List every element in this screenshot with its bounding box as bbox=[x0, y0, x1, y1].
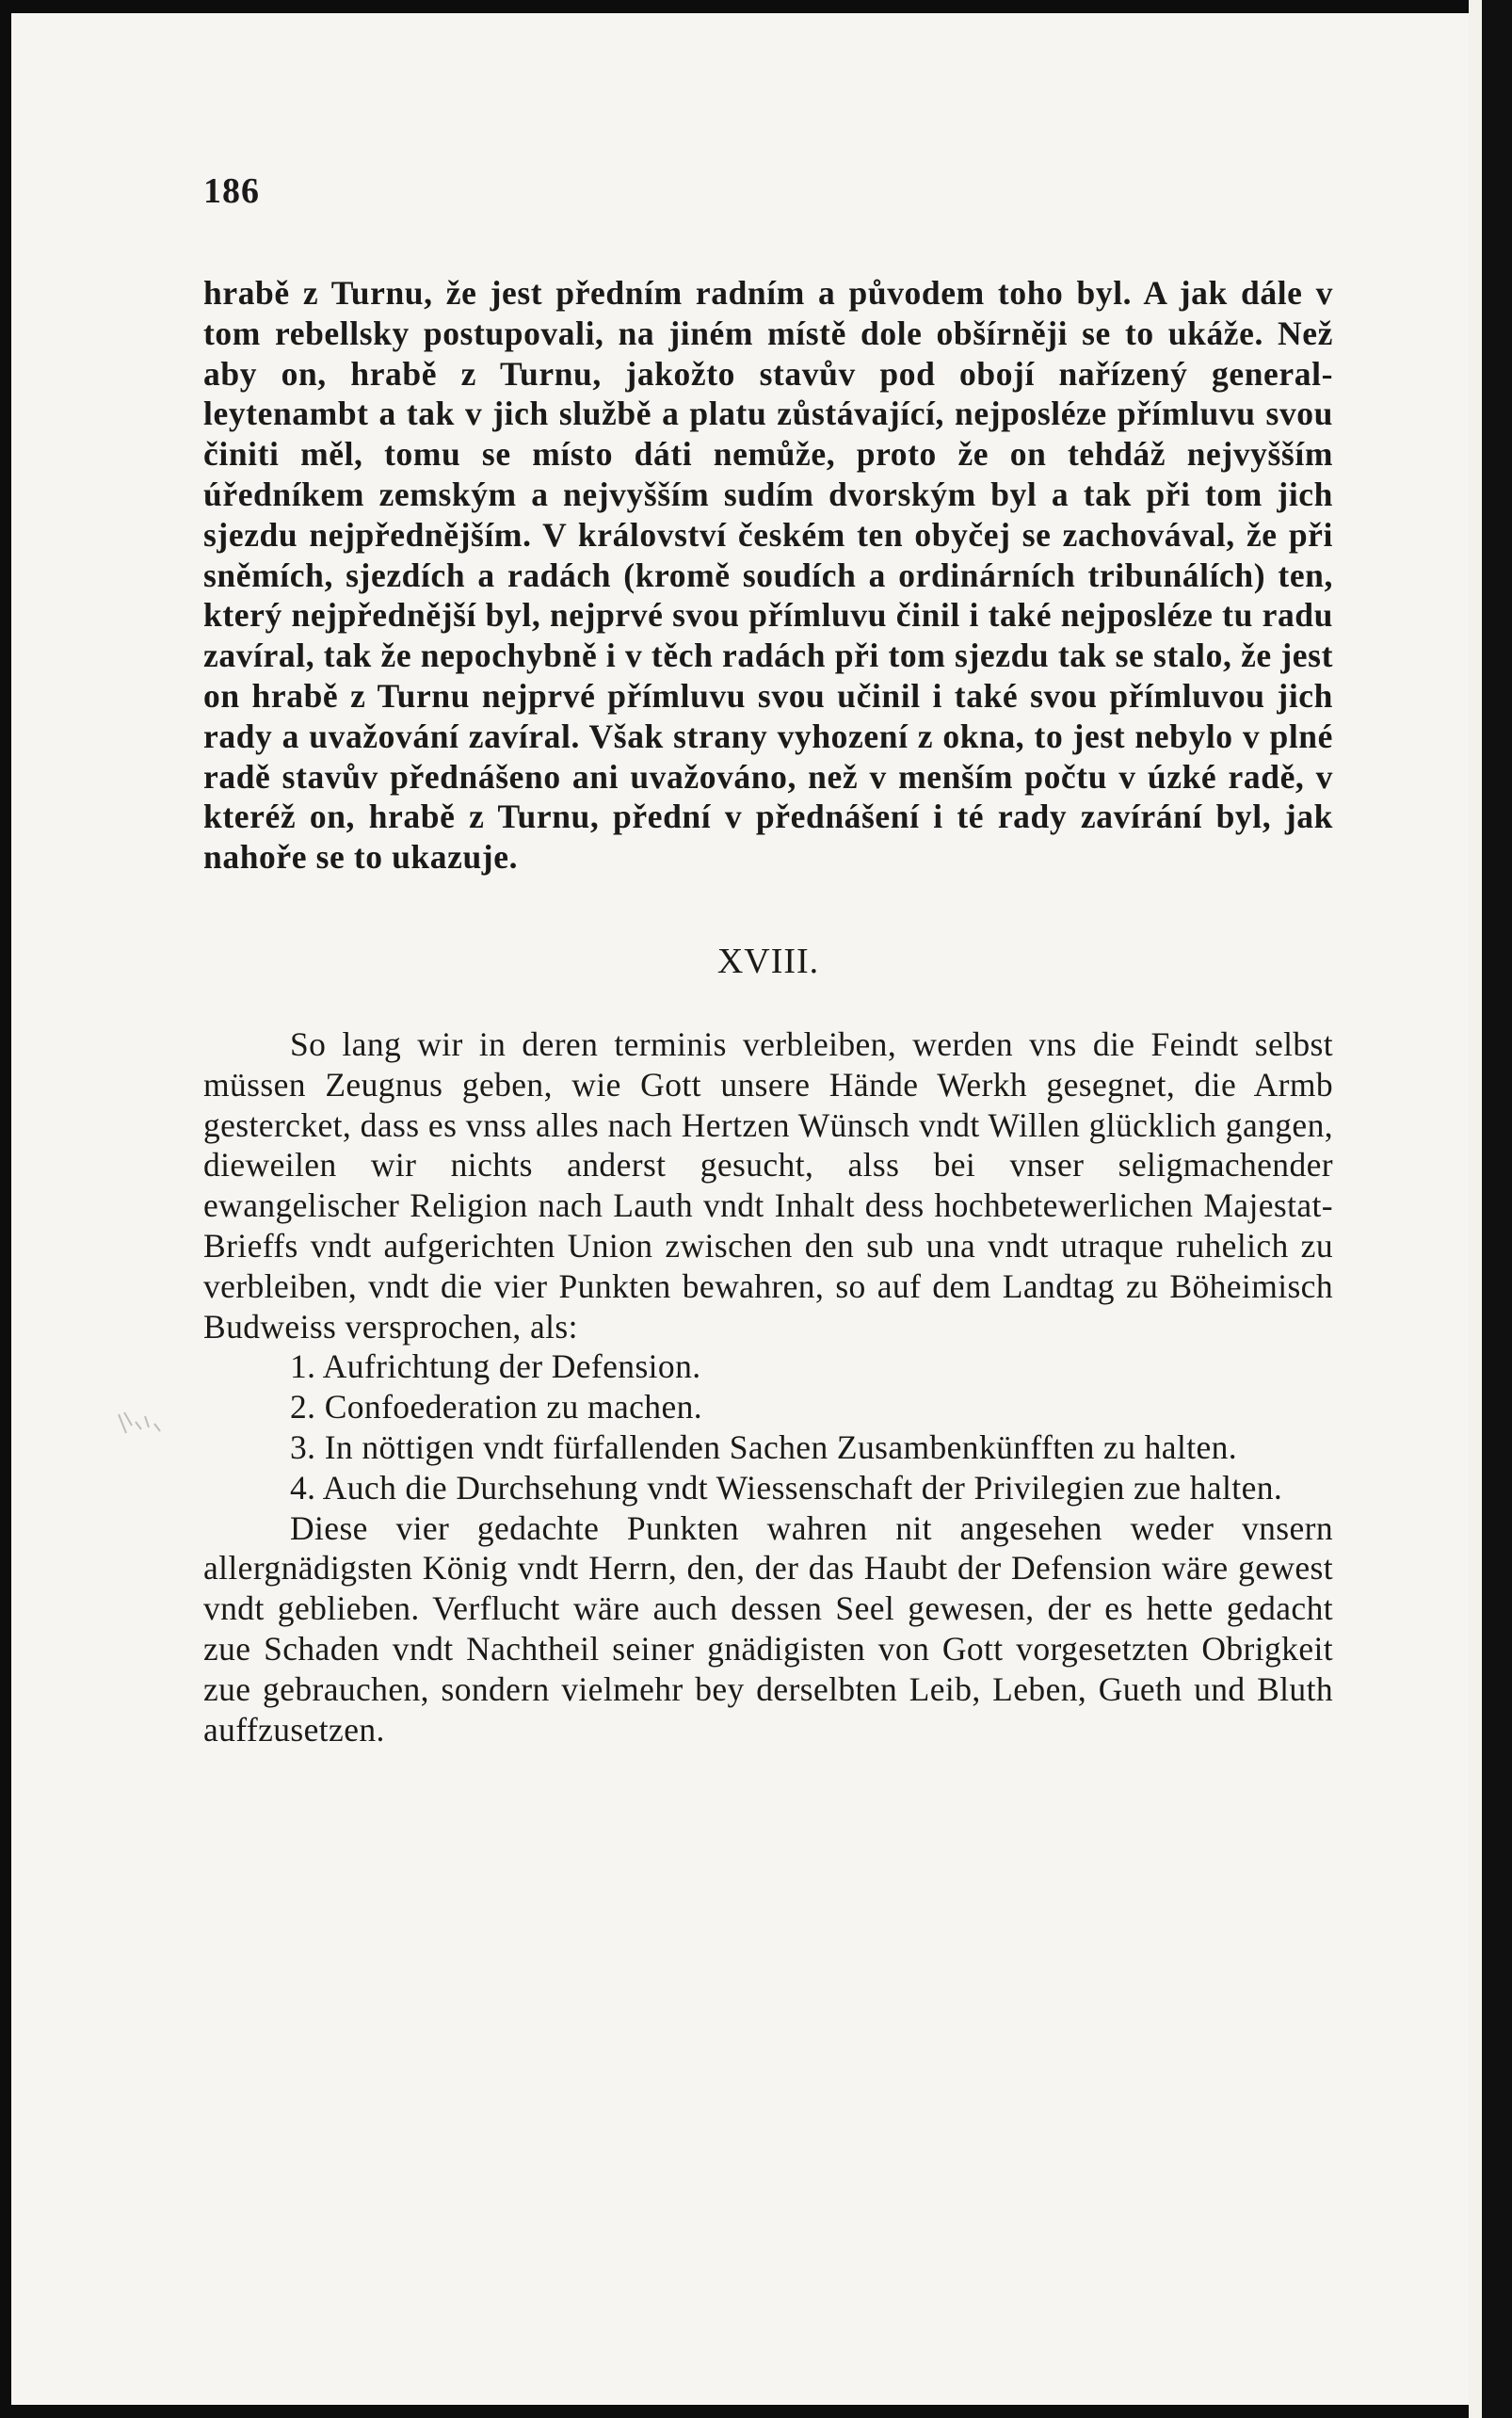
german-paragraph-1: So lang wir in deren terminis verbleiben, werden vns die Feindt selbst müssen Zeugnus geben, wie Gott unsere Hände Werkh gesegnet, die Armb gestercket, dass es vnss alles nach Hertzen Wünsch vndt Willen glücklich gangen, dieweilen wir nichts anderst gesucht, alss bei vnser seligmachender ewangelischer Religion nach Lauth vndt Inhalt dess hochbetewerlichen Majestat-Brieffs vndt aufgerichten Union zwischen den sub una vndt utraque ruhelich zu verbleiben, vndt die vier Punkten bewahren, so auf dem Landtag zu Böheimisch Budweiss versprochen, als: bbox=[203, 1024, 1333, 1346]
section-heading: XVIII. bbox=[716, 941, 820, 981]
margin-stain bbox=[113, 1405, 188, 1443]
list-item: 4. Auch die Durchsehung vndt Wiessenschaft der Privilegien zue halten. bbox=[290, 1468, 1283, 1507]
czech-paragraph: hrabě z Turnu, že jest předním radním a původem toho byl. A jak dále v tom rebellsky postupovali, na jiném místě dole obšírněji se to ukáže. Než aby on, hrabě z Turnu, jakožto stavův pod obojí nařízený general-leytenambt a tak v jich službě a platu zůstávající, nejposléze přímluvu svou činiti měl, tomu se místo dáti nemůže, proto že on tehdáž nejvyšším úředníkem zemským a nejvyšším sudím dvorským byl a tak při tom jich sjezdu nejpřednějším. V království českém ten obyčej se zachovával, že při sněmích, sjezdích a radách (kromě soudích a ordinárních tribunálích) ten, který nejpřednější byl, nejprvé svou přímluvu činil i také nejposléze tu radu zavíral, tak že nepochybně i v těch radách při tom sjezdu tak se stalo, že jest on hrabě z Turnu nejprvé přímluvu svou učinil i také svou přímluvou jich rady a uvažování zavíral. Však strany vyhození z okna, to jest nebylo v plné radě stavův přednášeno ani uvažováno, než v menším počtu v úzké radě, v kteréž on, hrabě z Turnu, přední v přednášení i té rady zavírání byl, jak nahoře se to ukazuje. bbox=[203, 274, 1333, 877]
list-item: 1. Aufrichtung der Defension. bbox=[290, 1347, 701, 1386]
scan-background-right bbox=[1482, 0, 1512, 2418]
points-list bbox=[203, 1346, 1333, 1507]
page-text bbox=[203, 169, 1333, 1749]
page-number: 186 bbox=[203, 171, 260, 211]
list-item: 2. Confoederation zu machen. bbox=[290, 1388, 703, 1427]
adjacent-page-edge bbox=[1469, 0, 1482, 2418]
list-item: 3. In nöttigen vndt fürfallenden Sachen Zusambenkünfften zu halten. bbox=[290, 1427, 1238, 1466]
german-paragraph-2: Diese vier gedachte Punkten wahren nit angesehen weder vnsern allergnädigsten König vndt Herrn, den, der das Haubt der Defension wäre gewest vndt geblieben. Verflucht wäre auch dessen Seel gewesen, der es hette gedacht zue Schaden vndt Nachtheil seiner gnädigisten von Gott vorgesetzten Obrigkeit zue gebrauchen, sondern vielmehr bey derselbten Leib, Leben, Gueth und Bluth auffzusetzen. bbox=[203, 1508, 1333, 1749]
